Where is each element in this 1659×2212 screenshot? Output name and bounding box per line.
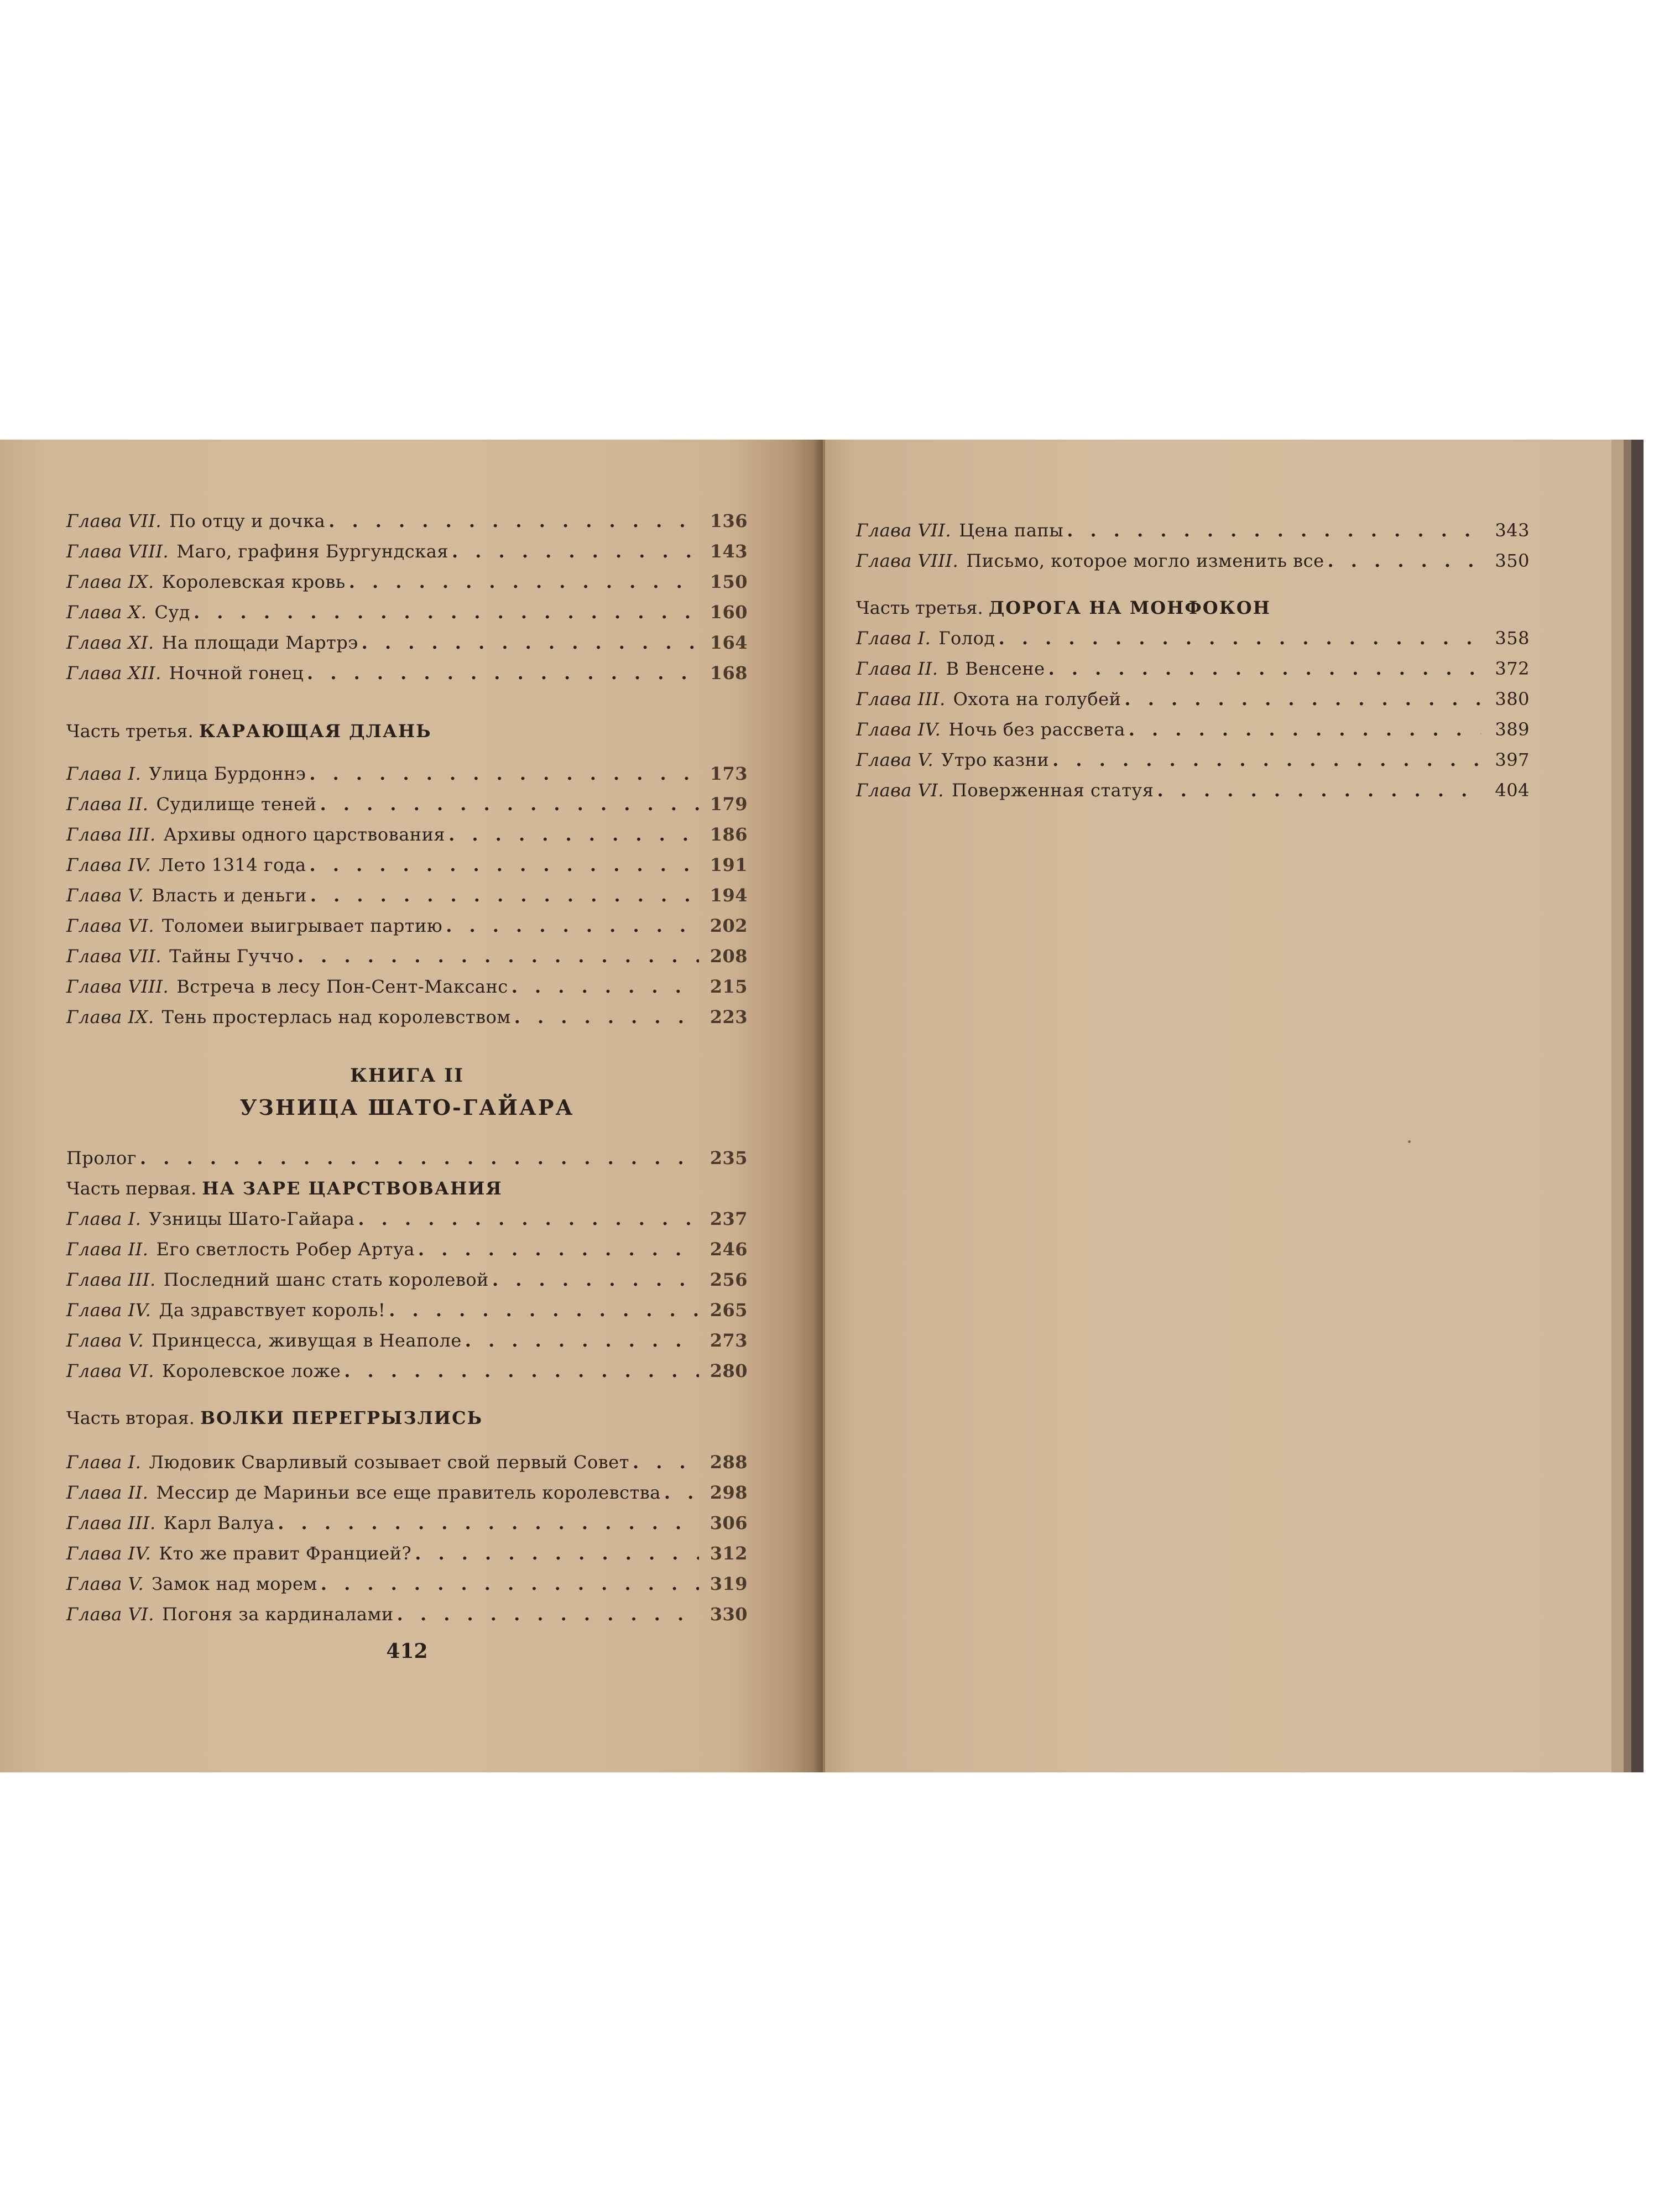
chapter-title: Ночь без рассвета [948, 719, 1125, 740]
toc-entry [66, 1208, 748, 1236]
toc-entry [66, 1604, 748, 1631]
dot-leader [418, 1239, 699, 1260]
chapter-label: Глава VIII. [66, 976, 169, 997]
dot-leader [298, 946, 699, 967]
dot-leader [310, 854, 699, 875]
dot-leader [446, 915, 699, 936]
page-number: 256 [709, 1269, 748, 1290]
chapter-label: Глава I. [66, 763, 142, 784]
dot-leader [309, 763, 699, 784]
chapter-label: Глава III. [66, 1269, 156, 1290]
dot-leader [278, 1512, 699, 1533]
page-number: 237 [709, 1208, 748, 1229]
chapter-label: Глава VI. [66, 915, 154, 936]
dot-leader [362, 632, 699, 653]
page-number: 350 [1495, 550, 1530, 571]
toc-entry [66, 915, 748, 943]
page-edge [1611, 440, 1624, 1772]
chapter-label: Глава V. [66, 885, 144, 906]
page-number: 223 [709, 1006, 748, 1027]
chapter-label: Глава VI. [66, 1604, 154, 1625]
part-title: КАРАЮЩАЯ ДЛАНЬ [199, 721, 432, 742]
toc-entry [66, 1452, 748, 1479]
chapter-label: Глава II. [66, 1239, 149, 1260]
part-heading [66, 721, 748, 742]
chapter-title: Судилище теней [156, 794, 317, 815]
part-name: Часть третья. [66, 721, 194, 742]
chapter-title: Да здравствует король! [159, 1300, 386, 1321]
book-title: УЗНИЦА ШАТО-ГАЙАРА [239, 1095, 575, 1120]
dot-leader [452, 541, 699, 562]
chapter-label: Глава IV. [856, 719, 941, 740]
chapter-label: Глава IV. [66, 854, 152, 875]
page-number: 312 [709, 1543, 748, 1564]
chapter-title: Поверженная статуя [951, 780, 1154, 801]
dot-leader [1129, 719, 1481, 740]
chapter-label: Глава XI. [66, 632, 154, 653]
chapter-title: Замок над морем [152, 1573, 317, 1594]
page-number: 319 [709, 1573, 748, 1594]
chapter-title: Письмо, которое могло изменить все [966, 550, 1324, 571]
chapter-label: Глава II. [856, 658, 938, 679]
chapter-label: Глава III. [66, 824, 156, 845]
part-title: ВОЛКИ ПЕРЕГРЫЗЛИСЬ [200, 1407, 483, 1428]
toc-entry [66, 946, 748, 973]
chapter-title: Лето 1314 года [159, 854, 306, 875]
page-number: 358 [1495, 628, 1530, 649]
chapter-title: Голод [938, 628, 995, 649]
page-edge [1624, 440, 1631, 1772]
chapter-title: Королевская кровь [161, 571, 346, 592]
paper-speck [1408, 1140, 1411, 1143]
page-number: 306 [709, 1512, 748, 1533]
page-number: 186 [709, 824, 748, 845]
toc-entry [66, 571, 748, 599]
toc-entry [66, 1330, 748, 1358]
chapter-title: По отцу и дочка [169, 510, 326, 531]
chapter-label: Глава IV. [66, 1543, 152, 1564]
dot-leader [1052, 749, 1481, 770]
chapter-label: Глава IV. [66, 1300, 152, 1321]
dot-leader [344, 1360, 699, 1381]
dot-leader [1157, 780, 1481, 801]
chapter-label: Глава II. [66, 794, 149, 815]
chapter-title: Толомеи выигрывает партию [161, 915, 443, 936]
part-name: Часть вторая. [66, 1407, 195, 1428]
part-name: Часть первая. [66, 1178, 197, 1199]
chapter-title: Узницы Шато-Гайара [149, 1208, 355, 1229]
page-number: 235 [709, 1147, 748, 1168]
chapter-title: Утро казни [941, 749, 1050, 770]
chapter-title: Людовик Сварливый созывает свой первый Совет [149, 1452, 629, 1473]
toc-entry [66, 885, 748, 912]
dot-leader [664, 1482, 699, 1503]
chapter-label: Глава VII. [856, 520, 952, 541]
toc-entry [856, 719, 1530, 747]
page-number: 150 [709, 571, 748, 592]
toc-entry [66, 1360, 748, 1388]
page-number: 397 [1495, 749, 1530, 770]
chapter-title: Принцесса, живущая в Неаполе [152, 1330, 462, 1351]
chapter-title: Пролог [66, 1147, 137, 1168]
book-label: КНИГА II [350, 1065, 464, 1087]
toc-entry [66, 824, 748, 852]
chapter-title: Встреча в лесу Пон-Сент-Максанс [176, 976, 508, 997]
chapter-title: Королевское ложе [161, 1360, 341, 1381]
chapter-title: Его светлость Робер Артуа [156, 1239, 415, 1260]
chapter-title: Маго, графиня Бургундская [176, 541, 448, 562]
chapter-title: Ночной гонец [169, 662, 304, 684]
toc-entry [66, 1269, 748, 1297]
page-number: 330 [709, 1604, 748, 1625]
chapter-label: Глава XII. [66, 662, 161, 684]
dot-leader [514, 1006, 699, 1027]
chapter-title: Улица Бурдоннэ [149, 763, 306, 784]
dot-leader [194, 602, 699, 623]
dot-leader [1328, 550, 1481, 571]
page-number: 168 [709, 662, 748, 684]
dot-leader [397, 1604, 699, 1625]
page-number: 372 [1495, 658, 1530, 679]
page-number: 280 [709, 1360, 748, 1381]
toc-entry [66, 1147, 748, 1175]
dot-leader [415, 1543, 699, 1564]
chapter-title: Суд [154, 602, 190, 623]
chapter-label: Глава IX. [66, 1006, 154, 1027]
toc-entry [856, 658, 1530, 686]
chapter-label: Глава V. [856, 749, 934, 770]
page-number: 179 [709, 794, 748, 815]
toc-entry [856, 550, 1530, 578]
toc-entry [856, 688, 1530, 716]
page-number: 265 [709, 1300, 748, 1321]
chapter-title: Карл Валуа [163, 1512, 275, 1533]
toc-entry [856, 780, 1530, 807]
left-page [0, 440, 823, 1772]
page-number: 298 [709, 1482, 748, 1503]
dot-leader [358, 1208, 699, 1229]
toc-entry [66, 1006, 748, 1034]
page-number: 202 [709, 915, 748, 936]
dot-leader [1048, 658, 1481, 679]
toc-entry [66, 1300, 748, 1327]
part-title: НА ЗАРЕ ЦАРСТВОВАНИЯ [202, 1178, 503, 1199]
toc-entry [66, 976, 748, 1004]
page-number: 215 [709, 976, 748, 997]
toc-entry [66, 1573, 748, 1601]
dot-leader [328, 510, 699, 531]
chapter-label: Глава I. [66, 1208, 142, 1229]
page-number: 136 [709, 510, 748, 531]
part-heading [856, 597, 1530, 618]
toc-entry [66, 602, 748, 629]
chapter-label: Глава VII. [66, 946, 162, 967]
chapter-label: Глава VIII. [66, 541, 169, 562]
toc-entry [66, 1482, 748, 1510]
toc-entry [66, 763, 748, 791]
cover-edge [1631, 440, 1644, 1772]
chapter-title: Последний шанс стать королевой [163, 1269, 489, 1290]
dot-leader [321, 1573, 699, 1594]
part-name: Часть третья. [856, 597, 983, 618]
dot-leader [307, 662, 699, 684]
dot-leader [1124, 688, 1481, 709]
page-number: 164 [709, 632, 748, 653]
dot-leader [465, 1330, 699, 1351]
dot-leader [1067, 520, 1481, 541]
dot-leader [633, 1452, 699, 1473]
dot-leader [999, 628, 1481, 649]
page-number: 404 [1495, 780, 1530, 801]
dot-leader [349, 571, 699, 592]
page-number: 194 [709, 885, 748, 906]
toc-entry [856, 628, 1530, 655]
chapter-label: Глава VIII. [856, 550, 959, 571]
chapter-title: Мессир де Мариньи все еще правитель королевства [156, 1482, 661, 1503]
page-number: 173 [709, 763, 748, 784]
page-number: 389 [1495, 719, 1530, 740]
dot-leader [492, 1269, 699, 1290]
part-heading [66, 1178, 748, 1199]
page-folio: 412 [386, 1640, 428, 1663]
chapter-label: Глава III. [856, 688, 946, 709]
toc-entry [856, 520, 1530, 547]
chapter-label: Глава V. [66, 1330, 144, 1351]
chapter-label: Глава IX. [66, 571, 154, 592]
chapter-label: Глава X. [66, 602, 147, 623]
toc-entry [66, 1543, 748, 1571]
chapter-title: Тень простерлась над королевством [161, 1006, 511, 1027]
page-number: 288 [709, 1452, 748, 1473]
page-number: 191 [709, 854, 748, 875]
chapter-label: Глава III. [66, 1512, 156, 1533]
chapter-title: Погоня за кардиналами [161, 1604, 394, 1625]
chapter-label: Глава VII. [66, 510, 162, 531]
page-number: 246 [709, 1239, 748, 1260]
toc-entry [856, 749, 1530, 777]
chapter-label: Глава VI. [66, 1360, 154, 1381]
toc-entry [66, 1239, 748, 1266]
chapter-label: Глава V. [66, 1573, 144, 1594]
page-number: 160 [709, 602, 748, 623]
chapter-title: В Венсене [946, 658, 1045, 679]
dot-leader [389, 1300, 699, 1321]
toc-entry [66, 794, 748, 821]
part-title: ДОРОГА НА МОНФОКОН [988, 597, 1271, 618]
dot-leader [140, 1147, 699, 1168]
dot-leader [448, 824, 699, 845]
page-number: 143 [709, 541, 748, 562]
page-number: 380 [1495, 688, 1530, 709]
chapter-title: Кто же правит Францией? [159, 1543, 412, 1564]
chapter-title: Тайны Гуччо [169, 946, 294, 967]
dot-leader [512, 976, 699, 997]
chapter-label: Глава VI. [856, 780, 944, 801]
dot-leader [320, 794, 699, 815]
toc-entry [66, 632, 748, 660]
chapter-title: На площади Мартрэ [161, 632, 358, 653]
toc-entry [66, 854, 748, 882]
dot-leader [310, 885, 699, 906]
chapter-title: Цена папы [959, 520, 1064, 541]
toc-entry [66, 541, 748, 568]
page-number: 208 [709, 946, 748, 967]
toc-entry [66, 510, 748, 538]
toc-entry [66, 1512, 748, 1540]
part-heading [66, 1407, 748, 1428]
right-page [825, 440, 1611, 1772]
toc-entry [66, 662, 748, 690]
chapter-label: Глава I. [856, 628, 931, 649]
chapter-label: Глава I. [66, 1452, 142, 1473]
page-number: 343 [1495, 520, 1530, 541]
page-number: 273 [709, 1330, 748, 1351]
chapter-label: Глава II. [66, 1482, 149, 1503]
chapter-title: Охота на голубей [953, 688, 1121, 709]
chapter-title: Архивы одного царствования [163, 824, 446, 845]
chapter-title: Власть и деньги [152, 885, 307, 906]
